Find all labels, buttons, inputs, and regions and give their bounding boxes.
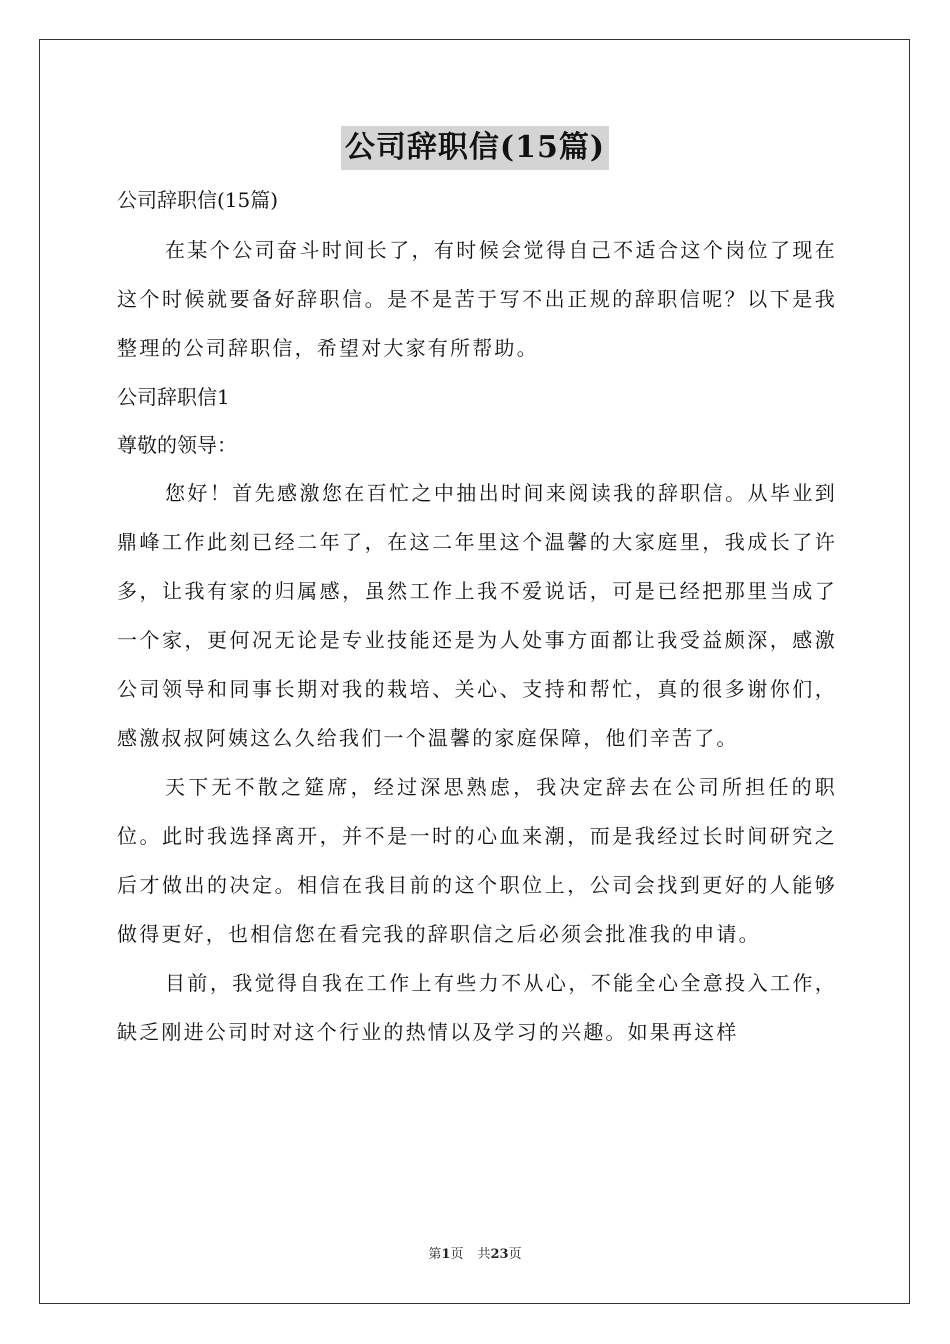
salutation: 尊敬的领导： <box>117 433 237 457</box>
total-prefix: 共 <box>477 1247 491 1262</box>
page-prefix: 第 <box>428 1247 442 1262</box>
title-wrapper <box>0 126 950 170</box>
letter-paragraph: 您好！首先感激您在百忙之中抽出时间来阅读我的辞职信。从毕业到鼎峰工作此刻已经二年了，在这二年里这个温馨的大家庭里，我成长了许多，让我有家的归属感，虽然工作上我不爱说话，可是已经把那里当成了一个家，更何况无论是专业技能还是为人处事方面都让我受益颇深，感激公司领导和同事长期对我的栽培、关心、支持和帮忙，真的很多谢你们，感激叔叔阿姨这么久给我们一个温馨的家庭保障，他们辛苦了。 <box>117 481 837 750</box>
letter-paragraph: 目前，我觉得自我在工作上有些力不从心，不能全心全意投入工作，缺乏刚进公司时对这个行业的热情以及学习的兴趣。如果再这样 <box>117 971 837 1044</box>
section-heading: 公司辞职信1 <box>117 385 230 409</box>
document-title: 公司辞职信(15篇) <box>341 126 609 170</box>
document-body <box>117 176 837 1057</box>
document-subtitle: 公司辞职信(15篇) <box>117 188 279 212</box>
page-footer <box>0 1245 950 1265</box>
total-pages: 23 <box>490 1247 509 1262</box>
total-suffix: 页 <box>508 1247 522 1262</box>
letter-paragraph: 天下无不散之筵席，经过深思熟虑，我决定辞去在公司所担任的职位。此时我选择离开，并不是一时的心血来潮，而是我经过长时间研究之后才做出的决定。相信在我目前的这个职位上，公司会找到更好的人能够做得更好，也相信您在看完我的辞职信之后必须会批准我的申请。 <box>117 775 837 946</box>
page-suffix: 页 <box>450 1247 464 1262</box>
intro-paragraph: 在某个公司奋斗时间长了，有时候会觉得自己不适合这个岗位了现在这个时候就要备好辞职信。是不是苦于写不出正规的辞职信呢？以下是我整理的公司辞职信，希望对大家有所帮助。 <box>117 238 837 360</box>
page-number: 1 <box>441 1247 451 1262</box>
